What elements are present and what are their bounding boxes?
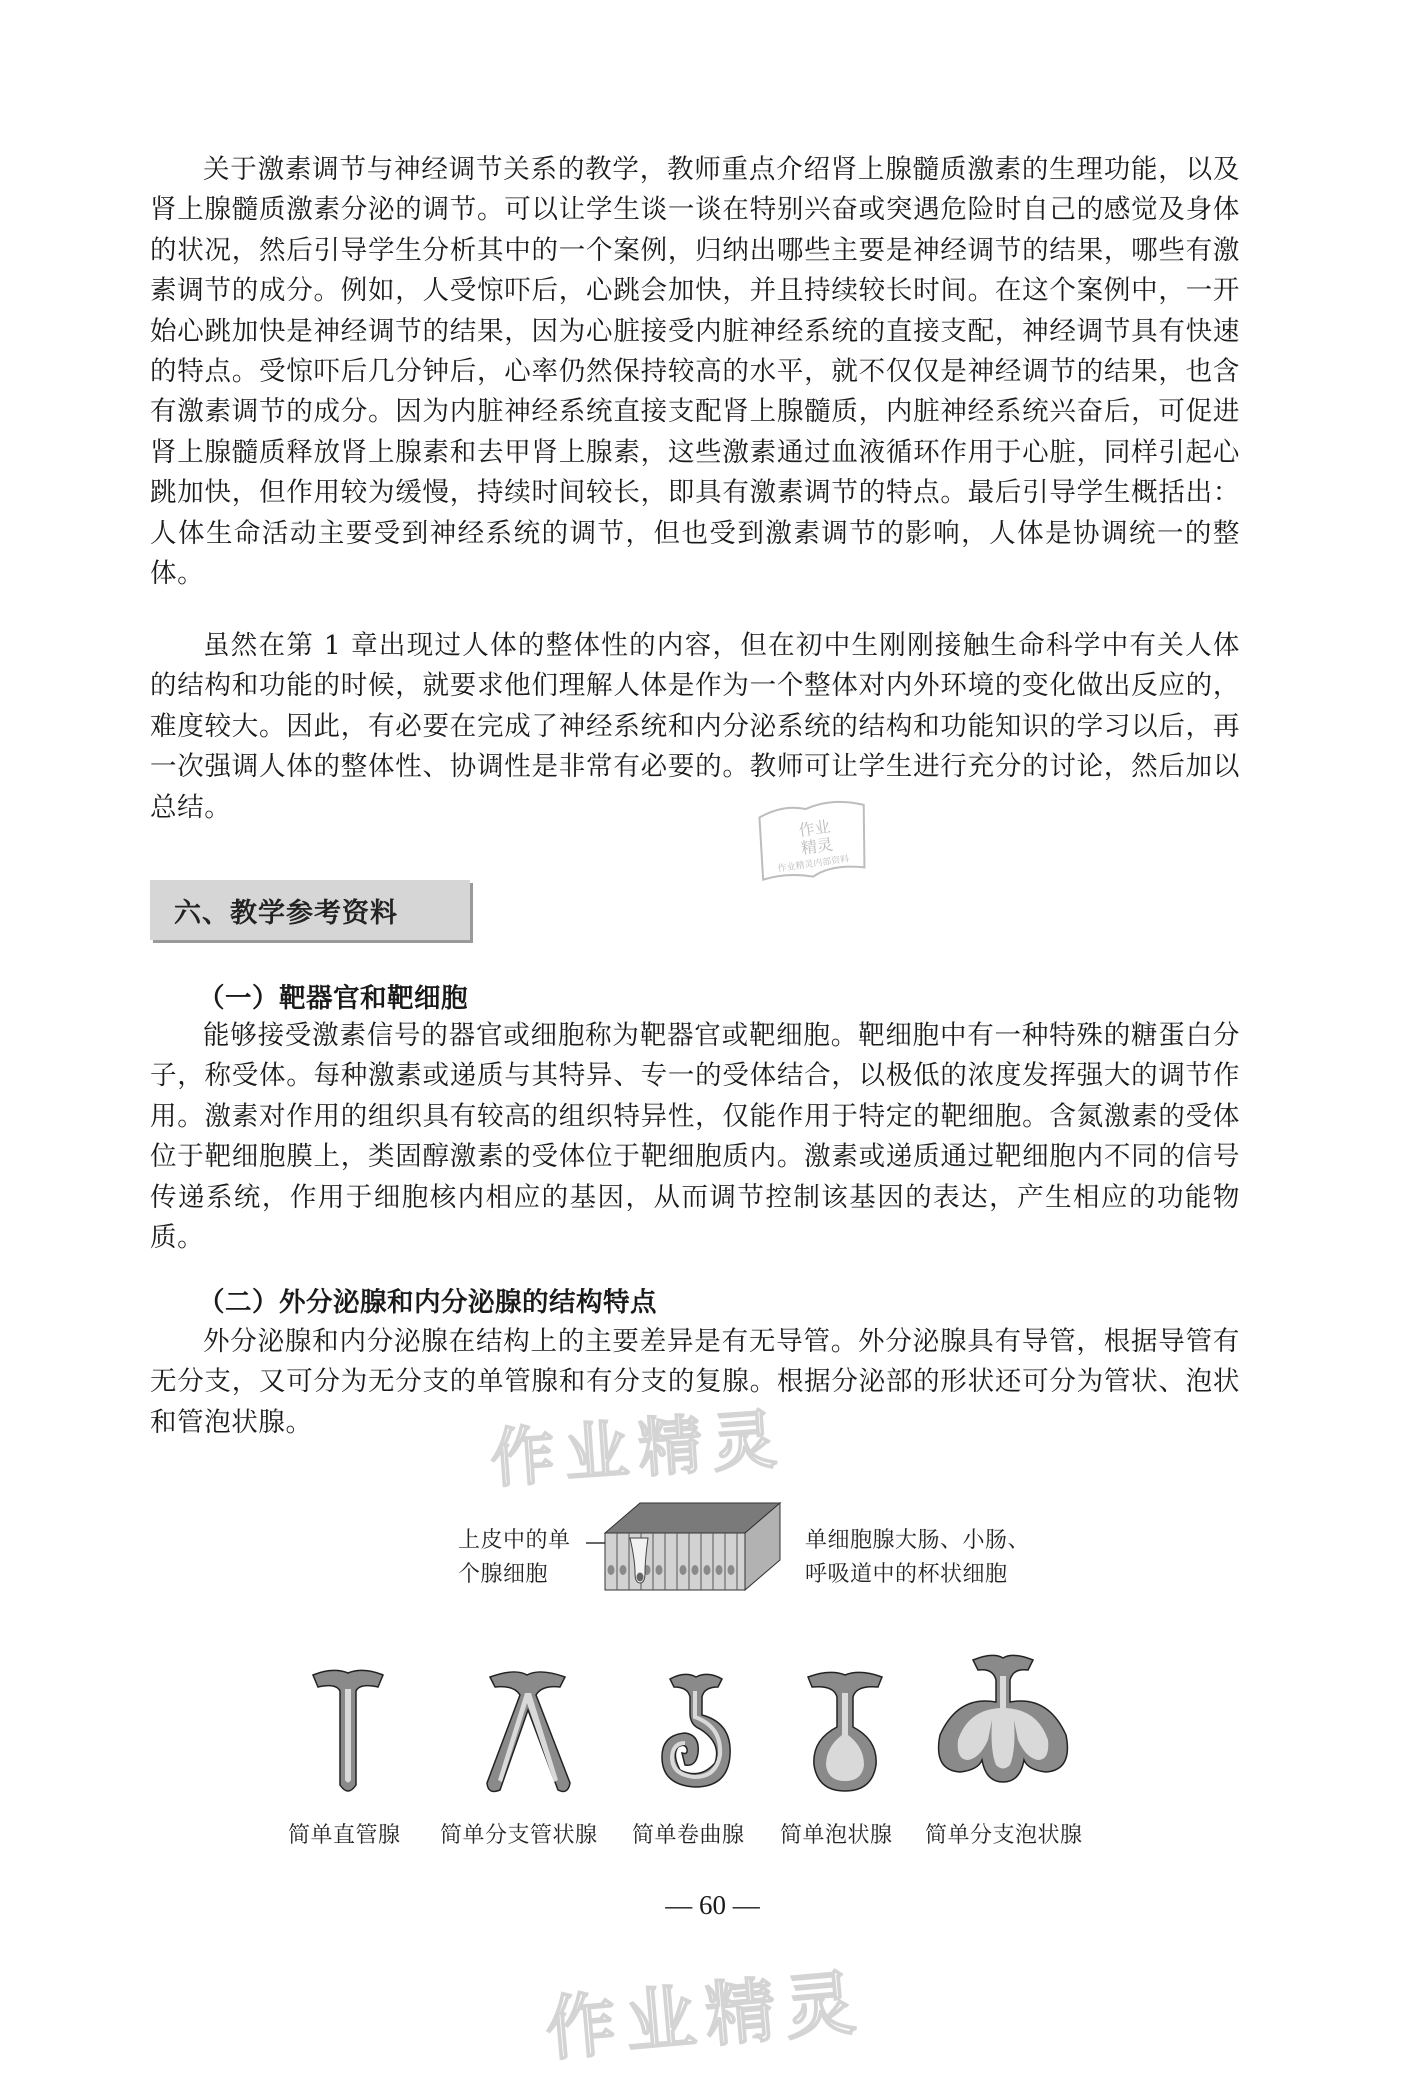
watermark-stamp xyxy=(748,792,883,887)
watermark-text: 作业精灵 xyxy=(542,1961,869,2071)
watermark-stamp-text: 精灵 xyxy=(799,834,835,858)
paragraph-text: 虽然在第 1 章出现过人体的整体性的内容，但在初中生刚刚接触生命科学中有关人体的结构和功能的时候，就要求他们理解人体是作为一个整体对内外环境的变化做出反应的，难度较大。因此，有必要在完成了神经系统和内分泌系统的结构和功能知识的学习以后，再一次强调人体的整体性、协调性是非常有必要的。教师可让学生进行充分的讨论，然后加以总结。 xyxy=(150,630,1240,823)
watermark-text: 作业精灵 xyxy=(488,1402,789,1498)
gland-simple-alveolar xyxy=(790,1665,900,1800)
section-title: 六、教学参考资料 xyxy=(174,897,398,929)
figure-label-line: 呼吸道中的杯状细胞 xyxy=(805,1562,1008,1587)
watermark-stamp-text: 作业 xyxy=(797,816,832,841)
caption-simple-straight-tubular: 简单直管腺 xyxy=(288,1823,401,1848)
subheading-target-cells: （一）靶器官和靶细胞 xyxy=(198,983,468,1014)
gland-simple-branched-alveolar xyxy=(928,1650,1078,1800)
paragraph-text: 外分泌腺和内分泌腺在结构上的主要差异是有无导管。外分泌腺具有导管，根据导管有无分支，又可分为无分支的单管腺和有分支的复腺。根据分泌部的形状还可分为管状、泡状和管泡状腺。 xyxy=(150,1326,1240,1438)
paragraph-text: 能够接受激素信号的器官或细胞称为靶器官或靶细胞。靶细胞中有一种特殊的糖蛋白分子，称受体。每种激素或递质与其特异、专一的受体结合，以极低的浓度发挥强大的调节作用。激素对作用的组织具有较高的组织特异性，仅能作用于特定的靶细胞。含氮激素的受体位于靶细胞膜上，类固醇激素的受体位于靶细胞质内。激素或递质通过靶细胞内不同的信号传递系统，作用于细胞核内相应的基因，从而调节控制该基因的表达，产生相应的功能物质。 xyxy=(150,1020,1240,1254)
caption-simple-coiled-tubular: 简单卷曲腺 xyxy=(632,1823,745,1848)
caption-simple-branched-alveolar: 简单分支泡状腺 xyxy=(925,1823,1083,1848)
paragraph-whole-body xyxy=(150,626,1240,828)
page-number: — 60 — xyxy=(665,1890,760,1920)
figure-label-goblet-cells xyxy=(805,1524,1030,1592)
caption-simple-alveolar: 简单泡状腺 xyxy=(780,1823,893,1848)
caption-simple-branched-tubular: 简单分支管状腺 xyxy=(440,1823,598,1848)
subheading-glands: （二）外分泌腺和内分泌腺的结构特点 xyxy=(198,1287,657,1318)
gland-simple-branched-tubular xyxy=(470,1665,585,1800)
figure-label-line: 个腺细胞 xyxy=(458,1562,549,1587)
figure-label-single-cell xyxy=(458,1524,571,1592)
figure-label-line: 上皮中的单 xyxy=(458,1528,571,1553)
section-title-box xyxy=(150,880,470,940)
figure-label-line: 单细胞腺大肠、小肠、 xyxy=(805,1528,1031,1553)
paragraph-hormone-nerve xyxy=(150,150,1240,594)
paragraph-target-cells xyxy=(150,1016,1240,1258)
gland-simple-straight-tubular xyxy=(308,1665,388,1800)
watermark-stamp-text: 作业精灵内部资料 xyxy=(777,854,850,875)
paragraph-text: 关于激素调节与神经调节关系的教学，教师重点介绍肾上腺髓质激素的生理功能，以及肾上腺髓质激素分泌的调节。可以让学生谈一谈在特别兴奋或突遇危险时自己的感觉及身体的状况，然后引导学生分析其中的一个案例，归纳出哪些主要是神经调节的结果，哪些有激素调节的成分。例如，人受惊吓后，心跳会加快，并且持续较长时间。在这个案例中，一开始心跳加快是神经调节的结果，因为心脏接受内脏神经系统的直接支配，神经调节具有快速的特点。受惊吓后几分钟后，心率仍然保持较高的水平，就不仅仅是神经调节的结果，也含有激素调节的成分。因为内脏神经系统直接支配肾上腺髓质，内脏神经系统兴奋后，可促进肾上腺髓质释放肾上腺素和去甲肾上腺素，这些激素通过血液循环作用于心脏，同样引起心跳加快，但作用较为缓慢，持续时间较长，即具有激素调节的特点。最后引导学生概括出：人体生命活动主要受到神经系统的调节，但也受到激素调节的影响，人体是协调统一的整体。 xyxy=(150,154,1240,590)
gland-simple-coiled-tubular xyxy=(640,1665,745,1800)
epithelium-block-illustration xyxy=(600,1498,785,1593)
